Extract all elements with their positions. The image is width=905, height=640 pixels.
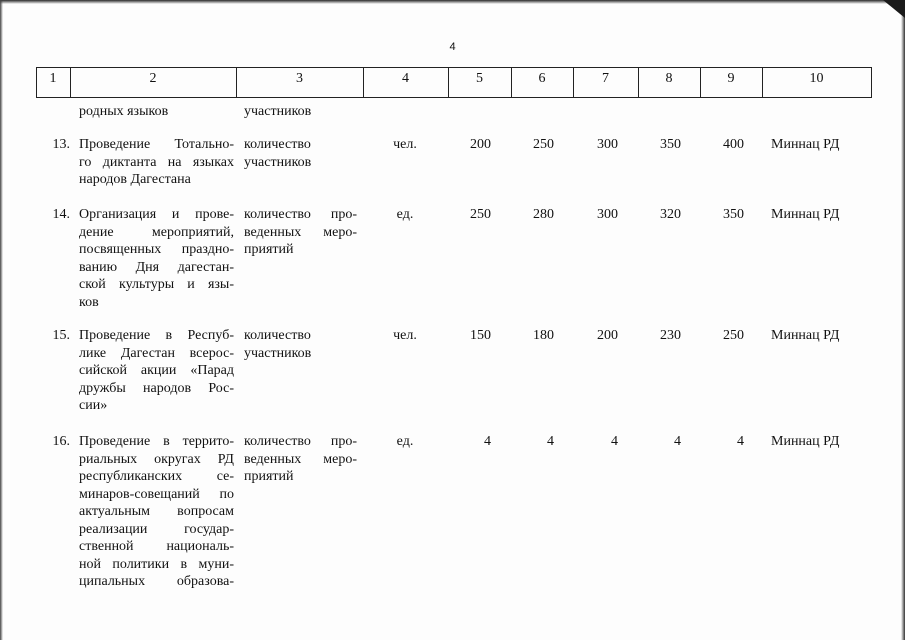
- header-col-6: 6: [538, 71, 546, 86]
- measure-name-line: дение мероприятий,: [79, 224, 234, 240]
- value-col-8: 230: [660, 328, 681, 343]
- measure-name-line: Проведение в террито-: [79, 434, 234, 449]
- header-col-3: 3: [296, 71, 303, 86]
- measure-name-line: актуальным вопросам: [79, 504, 234, 519]
- responsible-body: Миннац РД: [771, 328, 840, 343]
- value-col-7: 4: [611, 434, 618, 449]
- value-col-6: 4: [547, 434, 554, 449]
- measure-name-line: ной политики в муни-: [79, 556, 234, 572]
- header-col-4: 4: [402, 71, 409, 86]
- value-col-9: 400: [723, 137, 744, 152]
- measure-name-line: ков: [79, 294, 99, 310]
- measure-name-line: Проведение Тотально-: [79, 137, 234, 152]
- indicator-line: участников: [244, 154, 312, 170]
- header-col-5: 5: [476, 71, 483, 86]
- measure-name-line: народов Дагестана: [79, 172, 191, 187]
- value-col-8: 350: [660, 137, 681, 152]
- measure-name-line: сийской акции «Парад: [79, 363, 234, 378]
- indicator-line: приятий: [244, 469, 294, 484]
- measure-name-line: дружбы народов Рос-: [79, 380, 234, 396]
- header-col-1: 1: [49, 71, 57, 86]
- value-col-5: 250: [470, 207, 491, 222]
- value-col-6: 180: [533, 328, 554, 343]
- value-col-5: 200: [470, 137, 491, 152]
- measure-name-line: Организация и прове-: [79, 207, 234, 222]
- indicator-line: количество: [244, 137, 311, 152]
- value-col-6: 250: [533, 137, 554, 152]
- header-col-7: 7: [602, 71, 609, 86]
- measure-name: [79, 136, 234, 189]
- row-number: 15.: [52, 328, 70, 343]
- table-top-rule: [36, 67, 872, 68]
- value-col-7: 200: [597, 328, 618, 343]
- measure-name-line: го диктанта на языках: [79, 154, 234, 170]
- measure-name-line: посвященных праздно-: [79, 242, 234, 257]
- responsible-body: Миннац РД: [771, 434, 840, 449]
- indicator-line: веденных меро-: [244, 451, 357, 467]
- value-col-8: 4: [674, 434, 681, 449]
- value-col-7: 300: [597, 137, 618, 152]
- row-number: 16.: [52, 434, 70, 449]
- responsible-body: Миннац РД: [771, 137, 840, 152]
- measure-name-line: Проведение в Респуб-: [79, 328, 234, 343]
- header-col-10: 10: [809, 71, 824, 86]
- value-col-9: 4: [737, 434, 744, 449]
- measure-name-line: ственной националь-: [79, 539, 234, 554]
- indicator-line: количество: [244, 328, 311, 343]
- indicator-name: [244, 206, 357, 259]
- unit: чел.: [393, 328, 417, 343]
- scan-border-right: [901, 0, 905, 640]
- measure-name-line: риальных округах РД: [79, 451, 234, 467]
- measure-name-line: реализации государ-: [79, 521, 234, 537]
- unit: ед.: [396, 207, 414, 222]
- header-col-8: 8: [665, 71, 673, 86]
- scan-border-left: [0, 0, 3, 640]
- measure-name: [79, 206, 234, 311]
- indicator-name: [244, 433, 357, 486]
- value-col-6: 280: [533, 207, 554, 222]
- row-number: 14.: [52, 207, 70, 222]
- measure-name-line: лике Дагестан всерос-: [79, 345, 234, 361]
- responsible-body: Миннац РД: [771, 207, 840, 222]
- value-col-7: 300: [597, 207, 618, 222]
- measure-name-line: сии»: [79, 398, 108, 413]
- header-col-2: 2: [149, 71, 157, 86]
- indicator-name: [244, 327, 357, 362]
- measure-name-line: республиканских се-: [79, 469, 234, 484]
- measure-name-line: ской культуры и язы-: [79, 277, 234, 292]
- value-col-5: 4: [484, 434, 491, 449]
- indicator-line: количество про-: [244, 434, 357, 449]
- table-header-bottom-rule: [36, 97, 872, 98]
- page-number: 4: [449, 41, 456, 53]
- measure-name-line: ванию Дня дагестан-: [79, 259, 234, 275]
- column-divider: [871, 67, 872, 97]
- indicator-line: веденных меро-: [244, 224, 357, 240]
- measure-name-line: ципальных образова-: [79, 574, 234, 589]
- scan-border-top: [0, 0, 905, 4]
- measure-name-line: минаров-совещаний по: [79, 486, 234, 502]
- indicator-line: приятий: [244, 242, 294, 257]
- indicator-line: участников: [244, 345, 312, 361]
- row-number: 13.: [52, 137, 70, 152]
- continued-name: родных языков: [79, 104, 169, 119]
- value-col-8: 320: [660, 207, 681, 222]
- header-col-9: 9: [727, 71, 735, 86]
- measure-name: [79, 327, 234, 415]
- measure-name: [79, 433, 234, 591]
- value-col-9: 350: [723, 207, 744, 222]
- indicator-line: количество про-: [244, 207, 357, 222]
- continued-indicator: участников: [244, 104, 312, 119]
- indicator-name: [244, 136, 357, 171]
- value-col-5: 150: [470, 328, 491, 343]
- unit: ед.: [396, 434, 414, 449]
- value-col-9: 250: [723, 328, 744, 343]
- unit: чел.: [393, 137, 417, 152]
